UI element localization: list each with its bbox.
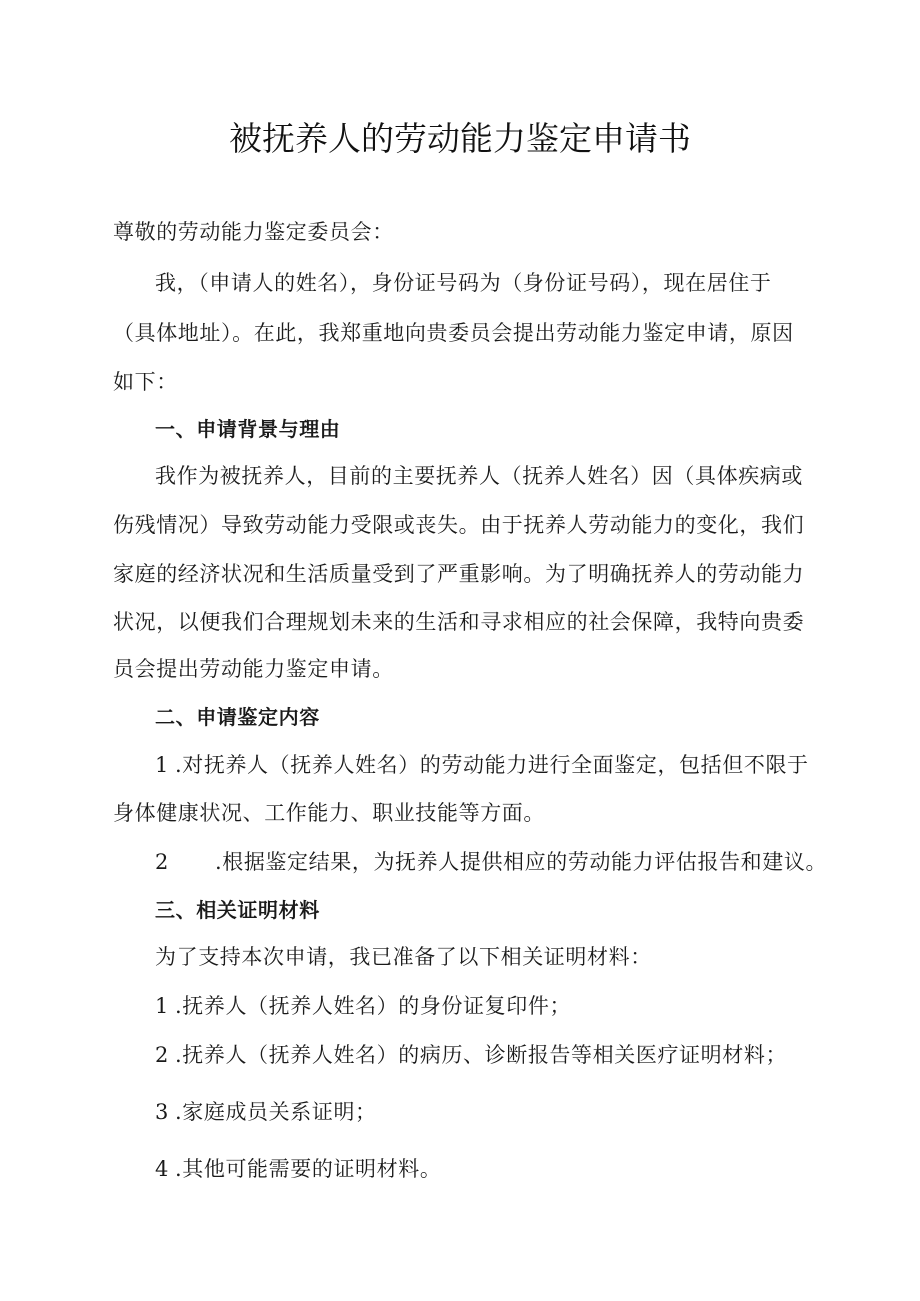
item-text: .抚养人（抚养人姓名）的身份证复印件； <box>174 994 572 1018</box>
section-2-item-1-line-2: 身体健康状况、工作能力、职业技能等方面。 <box>113 801 545 825</box>
item-text: .其他可能需要的证明材料。 <box>174 1157 442 1181</box>
section-3-item-1 <box>155 991 571 1021</box>
section-1-line-2: 伤残情况）导致劳动能力受限或丧失。由于抚养人劳动能力的变化，我们 <box>113 513 805 537</box>
section-3-item-2 <box>155 1040 787 1070</box>
item-number: 1 <box>155 753 169 777</box>
section-3-item-4 <box>155 1154 441 1184</box>
intro-line-2: （具体地址）。在此，我郑重地向贵委员会提出劳动能力鉴定申请，原因 <box>113 321 794 345</box>
section-1-heading: 一、申请背景与理由 <box>155 417 341 441</box>
item-number: 2 <box>155 1043 169 1067</box>
item-number: 2 <box>155 850 169 874</box>
section-1-line-1: 我作为被抚养人，目前的主要抚养人（抚养人姓名）因（具体疾病或 <box>155 464 803 488</box>
section-1-line-4: 状况，以便我们合理规划未来的生活和寻求相应的社会保障，我特向贵委 <box>113 610 805 634</box>
item-number: 3 <box>155 1100 169 1124</box>
item-text: .抚养人（抚养人姓名）的病历、诊断报告等相关医疗证明材料； <box>174 1043 788 1067</box>
intro-line-3: 如下： <box>113 370 178 394</box>
item-text: .根据鉴定结果，为抚养人提供相应的劳动能力评估报告和建议。 <box>214 850 828 874</box>
item-text: .对抚养人（抚养人姓名）的劳动能力进行全面鉴定，包括但不限于 <box>174 753 809 777</box>
document-title: 被抚养人的劳动能力鉴定申请书 <box>229 119 691 158</box>
section-1-line-3: 家庭的经济状况和生活质量受到了严重影响。为了明确抚养人的劳动能力 <box>113 562 805 586</box>
section-3-intro: 为了支持本次申请，我已准备了以下相关证明材料： <box>155 945 652 969</box>
section-2-item-1 <box>155 750 809 780</box>
section-1-line-5: 员会提出劳动能力鉴定申请。 <box>113 657 394 681</box>
intro-line-1: 我，（申请人的姓名），身份证号码为（身份证号码），现在居住于 <box>155 271 772 295</box>
salutation: 尊敬的劳动能力鉴定委员会： <box>113 220 394 244</box>
item-number: 4 <box>155 1157 169 1181</box>
section-3-item-3 <box>155 1097 377 1127</box>
item-text: .家庭成员关系证明； <box>174 1100 377 1124</box>
section-3-heading: 三、相关证明材料 <box>155 898 320 922</box>
section-2-item-2 <box>155 847 827 877</box>
section-2-heading: 二、申请鉴定内容 <box>155 705 320 729</box>
item-number: 1 <box>155 994 169 1018</box>
